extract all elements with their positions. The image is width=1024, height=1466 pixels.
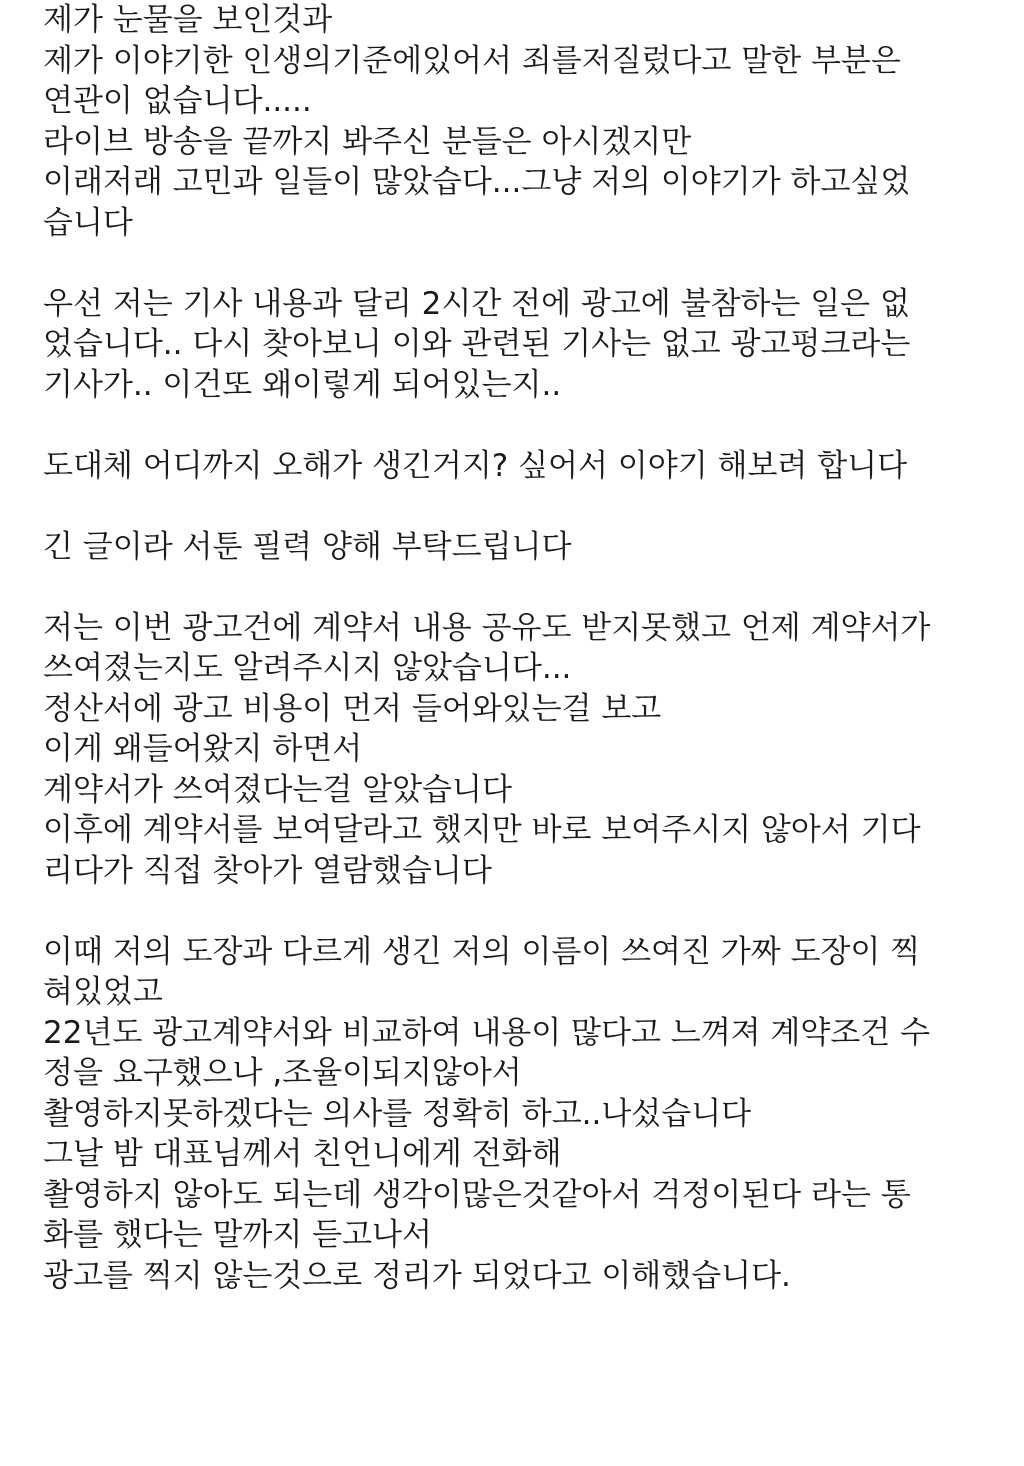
text-line: 혀있었고 bbox=[43, 974, 163, 1010]
paragraph-gap bbox=[43, 243, 1003, 284]
text-line: 계약서가 쓰여졌다는걸 알았습니다 bbox=[43, 771, 512, 808]
text-line: 촬영하지 않아도 되는데 생각이많은것같아서 걱정이된다 라는 통 bbox=[43, 1176, 911, 1213]
paragraph bbox=[43, 284, 1003, 406]
post-body bbox=[43, 0, 1003, 1296]
text-line: 기사가.. 이건또 왜이렇게 되어있는지.. bbox=[43, 366, 562, 403]
text-line: 화를 했다는 말까지 듣고나서 bbox=[43, 1217, 432, 1253]
paragraph bbox=[43, 446, 1003, 487]
text-line: 제가 눈물을 보인것과 bbox=[43, 2, 333, 38]
text-line: 정산서에 광고 비용이 먼저 들어와있는걸 보고 bbox=[43, 690, 662, 727]
text-line: 제가 이야기한 인생의기준에있어서 죄를저질렀다고 말한 부분은 bbox=[43, 42, 901, 79]
text-line: 이후에 계약서를 보여달라고 했지만 바로 보여주시지 않아서 기다 bbox=[43, 812, 921, 848]
text-line: 정을 요구했으나 ,조율이되지않아서 bbox=[43, 1055, 522, 1091]
text-line: 22년도 광고계약서와 비교하여 내용이 많다고 느껴져 계약조건 수 bbox=[43, 1014, 931, 1051]
text-line: 이래저래 고민과 일들이 많았습다...그냥 저의 이야기가 하고싶었 bbox=[43, 164, 911, 200]
text-line: 이때 저의 도장과 다르게 생긴 저의 이름이 쓰여진 가짜 도장이 찍 bbox=[43, 933, 921, 970]
paragraph-gap bbox=[43, 405, 1003, 446]
text-line: 이게 왜들어왔지 하면서 bbox=[43, 731, 363, 767]
paragraph-gap bbox=[43, 891, 1003, 932]
paragraph bbox=[43, 608, 1003, 892]
text-line: 라이브 방송을 끝까지 봐주신 분들은 아시겠지만 bbox=[43, 123, 692, 160]
text-line: 우선 저는 기사 내용과 달리 2시간 전에 광고에 불참하는 일은 없 bbox=[43, 285, 910, 322]
text-line: 연관이 없습니다..... bbox=[43, 83, 312, 119]
text-line: 쓰여졌는지도 알려주시지 않았습니다... bbox=[43, 650, 572, 686]
text-line: 었습니다.. 다시 찾아보니 이와 관련된 기사는 없고 광고펑크라는 bbox=[43, 326, 911, 362]
text-line: 도대체 어디까지 오해가 생긴거지? 싶어서 이야기 해보려 합니다 bbox=[43, 447, 908, 484]
text-line: 그날 밤 대표님께서 친언니에게 전화해 bbox=[43, 1136, 562, 1172]
text-line: 광고를 찍지 않는것으로 정리가 되었다고 이해했습니다. bbox=[43, 1257, 791, 1294]
text-line: 촬영하지못하겠다는 의사를 정확히 하고..나섰습니다 bbox=[43, 1095, 752, 1132]
text-line: 저는 이번 광고건에 계약서 내용 공유도 받지못했고 언제 계약서가 bbox=[43, 609, 931, 646]
paragraph bbox=[43, 932, 1003, 1297]
paragraph-gap bbox=[43, 486, 1003, 527]
text-line: 긴 글이라 서툰 필력 양해 부탁드립니다 bbox=[43, 528, 572, 565]
text-line: 습니다 bbox=[43, 204, 133, 241]
paragraph bbox=[43, 527, 1003, 568]
paragraph bbox=[43, 0, 1003, 243]
text-line: 리다가 직접 찾아가 열람했습니다 bbox=[43, 852, 492, 889]
paragraph-gap bbox=[43, 567, 1003, 608]
